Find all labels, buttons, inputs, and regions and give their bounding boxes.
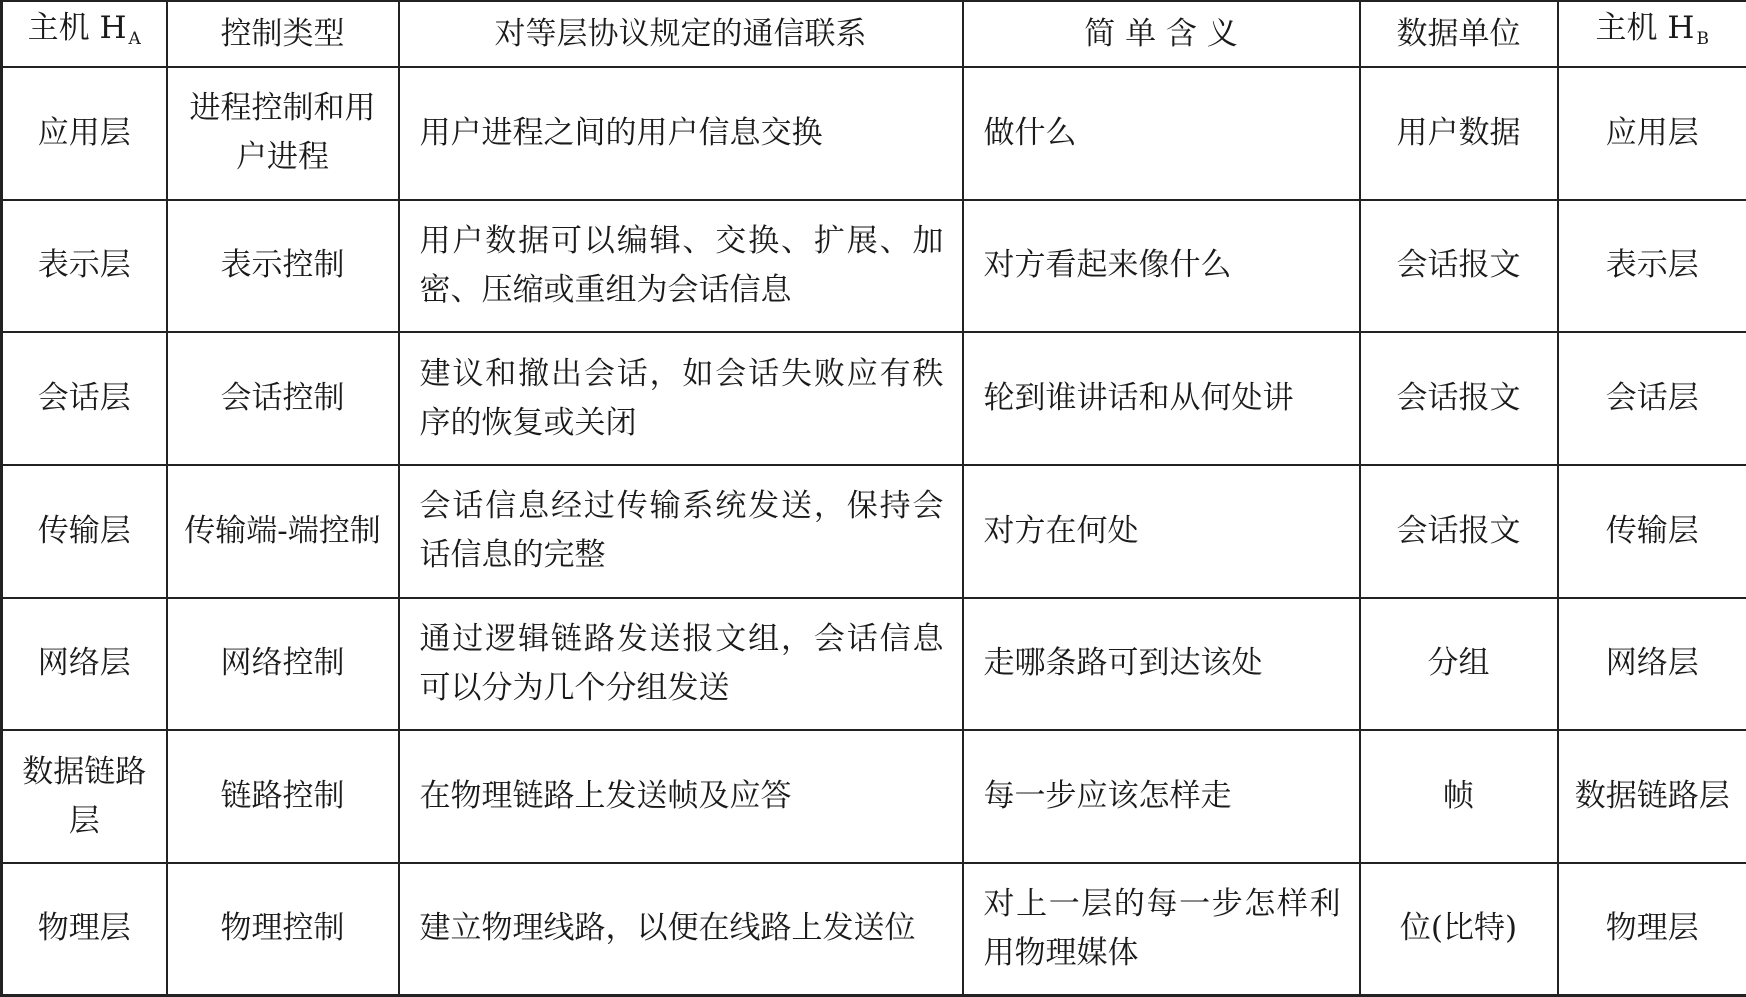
cell-layer-a: 物理层	[2, 863, 167, 996]
header-peer-protocol: 对等层协议规定的通信联系	[399, 1, 963, 67]
cell-protocol: 建立物理线路，以便在线路上发送位	[399, 863, 963, 996]
header-data-unit: 数据单位	[1360, 1, 1558, 67]
cell-layer-b: 网络层	[1558, 598, 1746, 731]
cell-unit: 会话报文	[1360, 465, 1558, 598]
cell-control: 传输端-端控制	[167, 465, 399, 598]
table-row	[2, 67, 1746, 200]
header-control-type: 控制类型	[167, 1, 399, 67]
cell-control: 网络控制	[167, 598, 399, 731]
cell-control: 进程控制和用户进程	[167, 67, 399, 200]
cell-meaning: 做什么	[963, 67, 1360, 200]
cell-layer-a: 传输层	[2, 465, 167, 598]
cell-protocol: 在物理链路上发送帧及应答	[399, 730, 963, 863]
cell-control: 表示控制	[167, 200, 399, 333]
cell-unit: 会话报文	[1360, 200, 1558, 333]
cell-unit: 分组	[1360, 598, 1558, 731]
header-meaning: 简 单 含 义	[963, 1, 1360, 67]
cell-meaning: 对上一层的每一步怎样利用物理媒体	[963, 863, 1360, 996]
header-host-b-label: 主机 H	[1595, 10, 1695, 46]
cell-control: 会话控制	[167, 332, 399, 465]
header-host-b	[1558, 1, 1746, 67]
cell-control: 链路控制	[167, 730, 399, 863]
cell-protocol: 建议和撤出会话，如会话失败应有秩序的恢复或关闭	[399, 332, 963, 465]
cell-layer-b: 会话层	[1558, 332, 1746, 465]
table-row	[2, 730, 1746, 863]
cell-meaning: 轮到谁讲话和从何处讲	[963, 332, 1360, 465]
cell-protocol: 用户数据可以编辑、交换、扩展、加密、压缩或重组为会话信息	[399, 200, 963, 333]
cell-protocol: 会话信息经过传输系统发送，保持会话信息的完整	[399, 465, 963, 598]
cell-unit: 用户数据	[1360, 67, 1558, 200]
cell-layer-a: 表示层	[2, 200, 167, 333]
table-row	[2, 465, 1746, 598]
header-host-a-subscript: A	[128, 29, 141, 49]
cell-layer-b: 数据链路层	[1558, 730, 1746, 863]
cell-meaning: 走哪条路可到达该处	[963, 598, 1360, 731]
cell-layer-b: 物理层	[1558, 863, 1746, 996]
cell-meaning: 对方看起来像什么	[963, 200, 1360, 333]
cell-meaning: 每一步应该怎样走	[963, 730, 1360, 863]
cell-layer-a: 应用层	[2, 67, 167, 200]
cell-unit: 帧	[1360, 730, 1558, 863]
table-row	[2, 863, 1746, 996]
cell-layer-a: 数据链路层	[2, 730, 167, 863]
cell-layer-a: 会话层	[2, 332, 167, 465]
table-row	[2, 598, 1746, 731]
cell-layer-b: 表示层	[1558, 200, 1746, 333]
header-host-a-label: 主机 H	[27, 10, 127, 46]
cell-control: 物理控制	[167, 863, 399, 996]
cell-unit: 会话报文	[1360, 332, 1558, 465]
cell-layer-b: 传输层	[1558, 465, 1746, 598]
cell-unit: 位(比特)	[1360, 863, 1558, 996]
table-row	[2, 332, 1746, 465]
table-header-row	[2, 1, 1746, 67]
cell-layer-b: 应用层	[1558, 67, 1746, 200]
table-row	[2, 200, 1746, 333]
cell-layer-a: 网络层	[2, 598, 167, 731]
cell-protocol: 用户进程之间的用户信息交换	[399, 67, 963, 200]
cell-protocol: 通过逻辑链路发送报文组，会话信息可以分为几个分组发送	[399, 598, 963, 731]
cell-meaning: 对方在何处	[963, 465, 1360, 598]
header-host-b-subscript: B	[1696, 29, 1709, 49]
header-host-a	[2, 1, 167, 67]
